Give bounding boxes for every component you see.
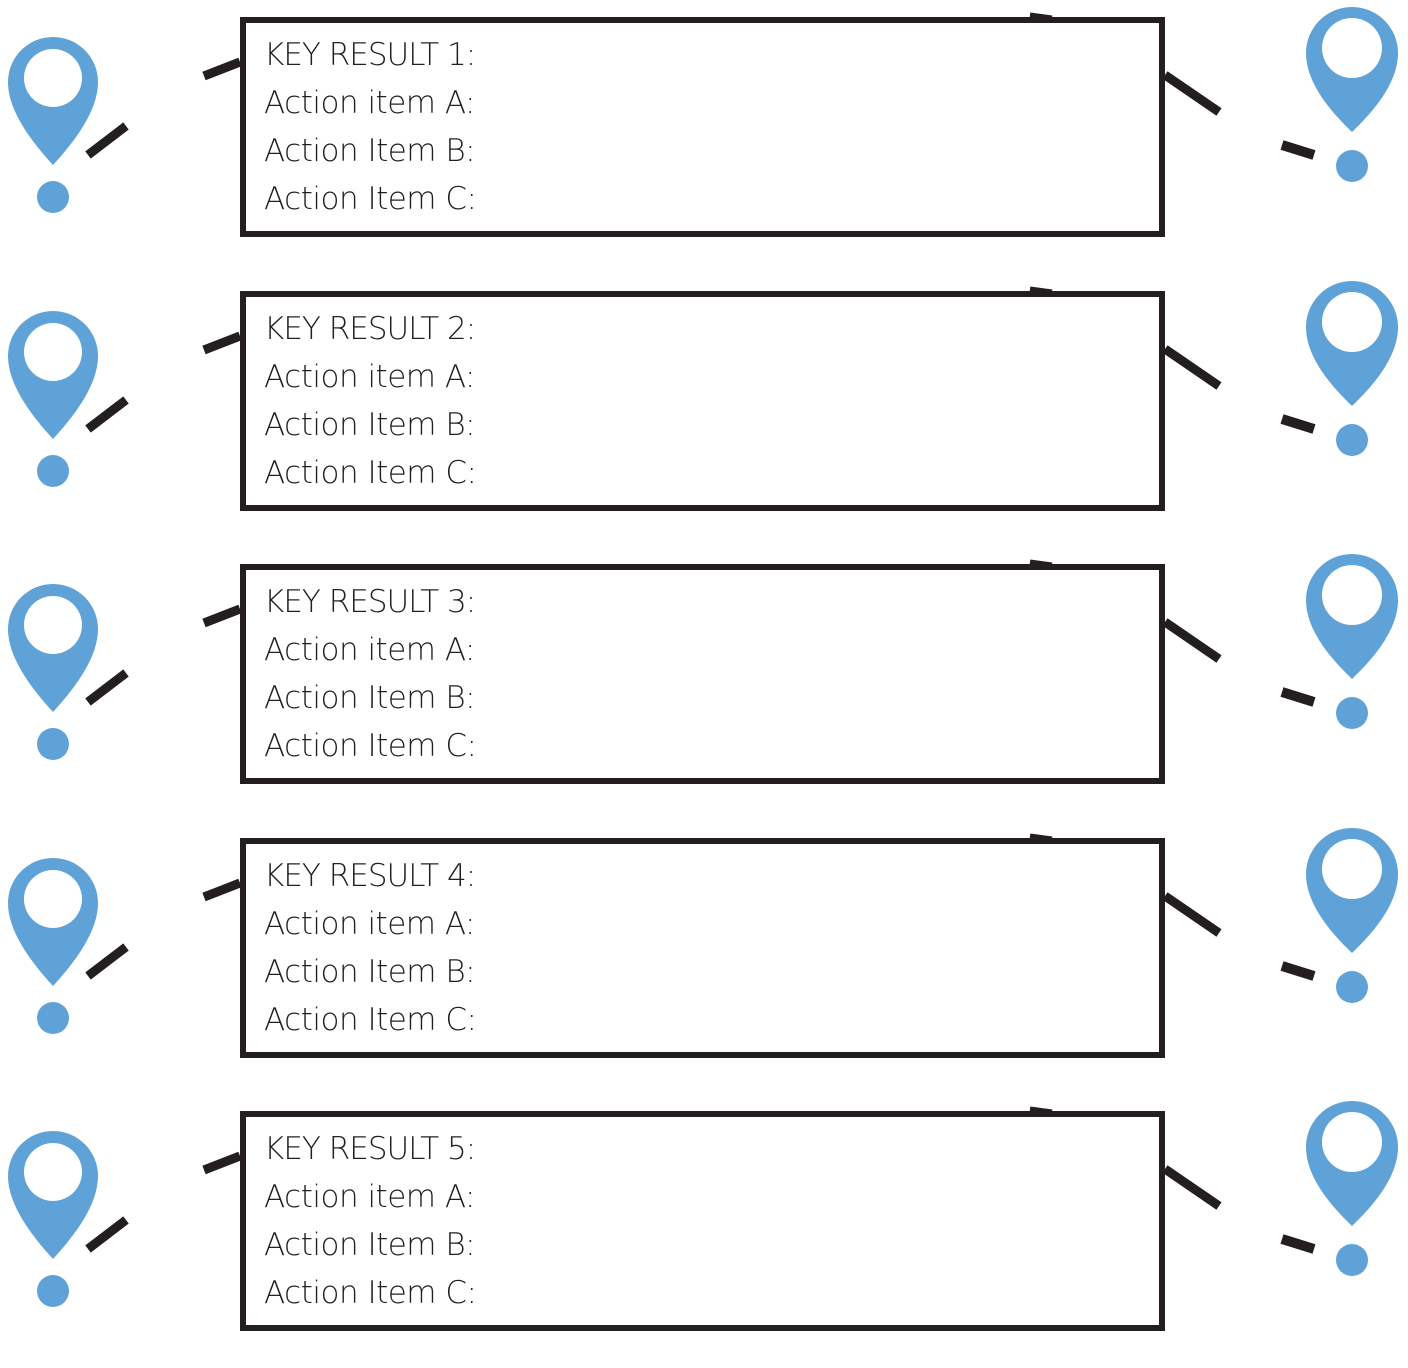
key-result-text [264, 852, 476, 1044]
key-result-title: KEY RESULT 4: [264, 858, 476, 894]
map-pin-icon [1306, 554, 1398, 679]
action-item-b: Action Item B: [264, 954, 476, 990]
action-item-c: Action Item C: [264, 1275, 477, 1311]
path-dot-icon [37, 455, 69, 487]
key-result-text [264, 578, 476, 770]
action-item-b: Action Item B: [264, 407, 476, 443]
key-result-row-5 [0, 1094, 1408, 1368]
key-result-row-3 [0, 547, 1408, 821]
key-result-text [264, 305, 476, 497]
dash-line [88, 947, 126, 976]
key-result-row-4 [0, 821, 1408, 1095]
key-result-title: KEY RESULT 3: [264, 584, 476, 620]
dash-line [1165, 75, 1219, 112]
path-dot-icon [37, 1002, 69, 1034]
path-dot-icon [1336, 971, 1368, 1003]
dash-line [1282, 1239, 1314, 1249]
dash-line [204, 62, 240, 76]
dash-line [88, 1220, 126, 1249]
key-result-box [240, 17, 1165, 237]
dash-line [88, 400, 126, 429]
action-item-c: Action Item C: [264, 455, 477, 491]
key-result-title: KEY RESULT 5: [264, 1131, 476, 1167]
key-result-box [240, 1111, 1165, 1331]
map-pin-icon [1306, 1101, 1398, 1226]
dash-line [204, 336, 240, 350]
map-pin-icon [8, 584, 98, 712]
dash-line [88, 126, 126, 155]
dash-line [204, 1156, 240, 1170]
dash-line [1165, 622, 1219, 659]
map-pin-icon [1306, 7, 1398, 132]
map-pin-icon [1306, 281, 1398, 406]
action-item-a: Action item A: [264, 1179, 475, 1215]
path-dot-icon [37, 181, 69, 213]
action-item-b: Action Item B: [264, 680, 476, 716]
dash-line [88, 673, 126, 702]
map-pin-icon [8, 1131, 98, 1259]
dash-line [1165, 349, 1219, 386]
path-dot-icon [1336, 1244, 1368, 1276]
dash-line [1282, 419, 1314, 429]
action-item-a: Action item A: [264, 85, 475, 121]
action-item-a: Action item A: [264, 359, 475, 395]
dash-line [1282, 692, 1314, 702]
key-result-row-2 [0, 274, 1408, 548]
dash-line [204, 609, 240, 623]
map-pin-icon [8, 37, 98, 165]
key-result-text [264, 31, 476, 223]
dash-line [1282, 966, 1314, 976]
map-pin-icon [8, 858, 98, 986]
key-result-row-1 [0, 0, 1408, 274]
action-item-b: Action Item B: [264, 133, 476, 169]
map-pin-icon [1306, 828, 1398, 953]
action-item-a: Action item A: [264, 632, 475, 668]
key-result-title: KEY RESULT 1: [264, 37, 476, 73]
map-pin-icon [8, 311, 98, 439]
dash-line [1165, 896, 1219, 933]
path-dot-icon [1336, 150, 1368, 182]
path-dot-icon [1336, 424, 1368, 456]
dash-line [1165, 1169, 1219, 1206]
key-result-box [240, 564, 1165, 784]
action-item-b: Action Item B: [264, 1227, 476, 1263]
key-result-text [264, 1125, 476, 1317]
action-item-a: Action item A: [264, 906, 475, 942]
dash-line [1282, 145, 1314, 155]
action-item-c: Action Item C: [264, 728, 477, 764]
action-item-c: Action Item C: [264, 181, 477, 217]
dash-line [204, 883, 240, 897]
path-dot-icon [37, 1275, 69, 1307]
key-result-box [240, 838, 1165, 1058]
action-item-c: Action Item C: [264, 1002, 477, 1038]
key-result-box [240, 291, 1165, 511]
key-result-title: KEY RESULT 2: [264, 311, 476, 347]
path-dot-icon [1336, 697, 1368, 729]
path-dot-icon [37, 728, 69, 760]
